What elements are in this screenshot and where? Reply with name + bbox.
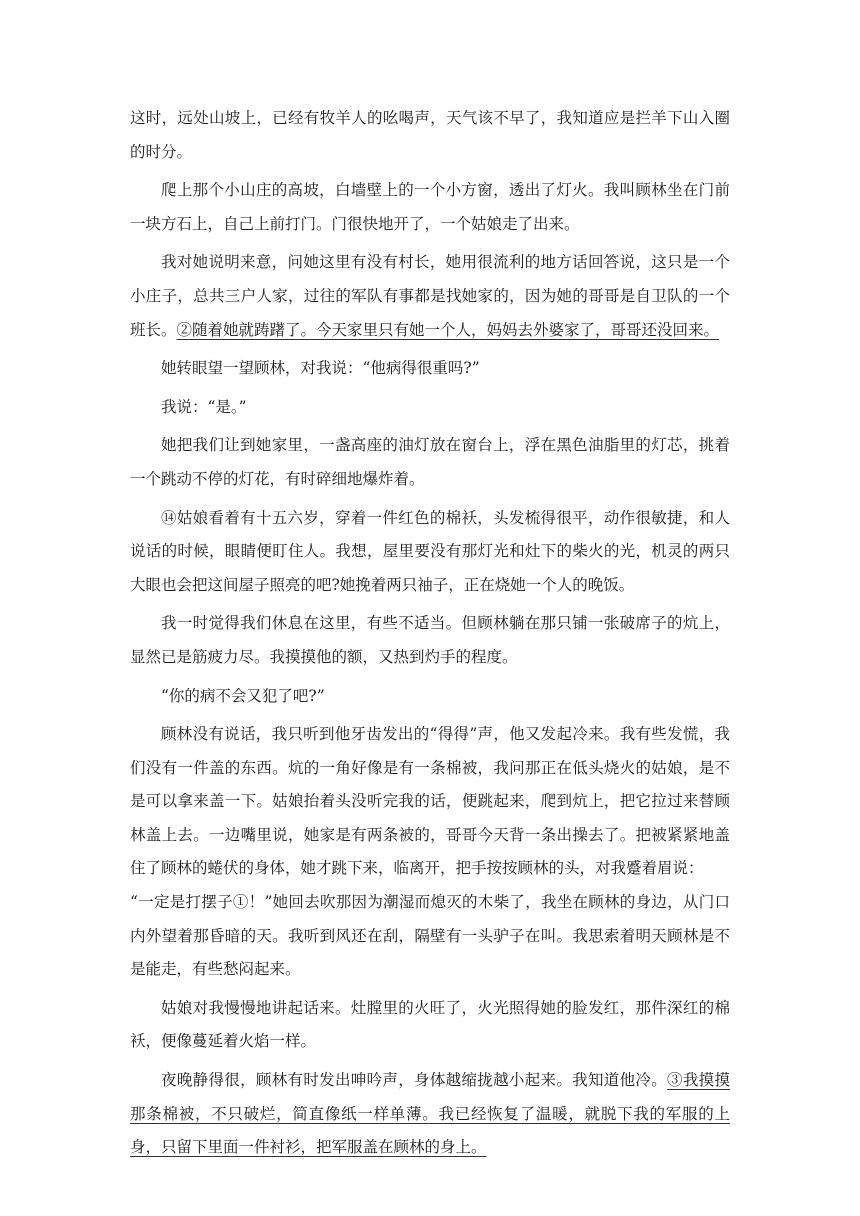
paragraph-text: 她把我们让到她家里，一盏高座的油灯放在窗台上，浮在黑色油脂里的灯芯，挑着一个跳动不停的灯花，有时碎细地爆炸着。 (130, 436, 730, 488)
paragraph-12 (130, 992, 730, 1059)
paragraph-text: 顾林没有说话，我只听到他牙齿发出的“得得”声，他又发起冷来。我有些发慌，我们没有一件盖的东西。炕的一角好像是有一条棉被，我问那正在低头烧火的姑娘，是不是可以拿来盖一下。姑娘抬着头没听完我的话，便跳起来，爬到炕上，把它拉过来替顾林盖上去。一边嘴里说，她家是有两条被的，哥哥今天背一条出操去了。把被紧紧地盖住了顾林的蜷伏的身体，她才跳下来，临离开，把手按按顾林的头，对我蹙着眉说： (130, 725, 730, 878)
paragraph-text: “你的病不会又犯了吧?” (161, 686, 325, 705)
paragraph-13 (130, 1064, 730, 1165)
paragraph-text: 她转眼望一望顾林，对我说：“他病得很重吗?” (161, 359, 480, 378)
paragraph-text: 我一时觉得我们休息在这里，有些不适当。但顾林躺在那只铺一张破席子的炕上，显然已是筋疲力尽。我摸摸他的额，又热到灼手的程度。 (130, 614, 730, 666)
paragraph-text: 姑娘对我慢慢地讲起话来。灶膛里的火旺了，火光照得她的脸发红，那件深红的棉袄，便像蔓延着火焰一样。 (130, 998, 730, 1051)
paragraph-text: “一定是打摆子①！”她回去吹那因为潮湿而熄灭的木柴了，我坐在顾林的身边，从门口内外望着那昏暗的天。我听到风还在刮，隔壁有一头驴子在叫。我思索着明天顾林是不是能走，有些愁闷起来。 (130, 893, 730, 979)
paragraph-6 (130, 429, 730, 496)
paragraph-11 (130, 886, 730, 987)
paragraph-3 (130, 246, 730, 347)
paragraph-7 (130, 502, 730, 603)
paragraph-text: ⑭姑娘看着有十五六岁，穿着一件红色的棉袄，头发梳得很平，动作很敏捷，和人说话的时候，眼睛便盯住人。我想，屋里要没有那灯光和灶下的柴火的光，机灵的两只大眼也会把这间屋子照亮的吧?她挽着两只袖子，正在烧她一个人的晚饭。 (130, 508, 730, 594)
paragraph-text: 这时，远处山坡上，已经有牧羊人的吆喝声，天气该不早了，我知道应是拦羊下山入圈的时分。 (130, 109, 730, 161)
paragraph-9 (130, 680, 730, 714)
paragraph-10 (130, 718, 730, 886)
paragraph-4 (130, 352, 730, 386)
paragraph-text: 夜晚静得很，顾林有时发出呻吟声，身体越缩拢越小起来。我知道他冷。 (161, 1071, 668, 1090)
paragraph-1 (130, 102, 730, 169)
paragraph-text: 爬上那个小山庄的高坡，白墙壁上的一个小方窗，透出了灯火。我叫顾林坐在门前一块方石上，自己上前打门。门很快地开了，一个姑娘走了出来。 (130, 181, 730, 233)
paragraph-text: 我对她说明来意，问她这里有没有村长，她用很流利的地方话回答说，这只是一个小庄子，总共三户人家，过往的军队有事都是找她家的，因为她的哥哥是自卫队的一个班长。 (130, 253, 730, 339)
paragraph-8 (130, 607, 730, 674)
paragraph-text: 我说：“是。” (161, 397, 247, 416)
paragraph-2 (130, 174, 730, 241)
paragraph-5 (130, 391, 730, 425)
document-body (130, 102, 730, 1165)
underlined-sentence-2: ②随着她就踌躇了。今天家里只有她一个人，妈妈去外婆家了，哥哥还没回来。 (176, 320, 720, 339)
underlined-sentence-3: ③我摸摸那条棉被，不只破烂，简直像纸一样单薄。我已经恢复了温暖，就脱下我的军服的上身，只留下里面一件衬衫，把军服盖在顾林的身上。 (130, 1071, 730, 1157)
